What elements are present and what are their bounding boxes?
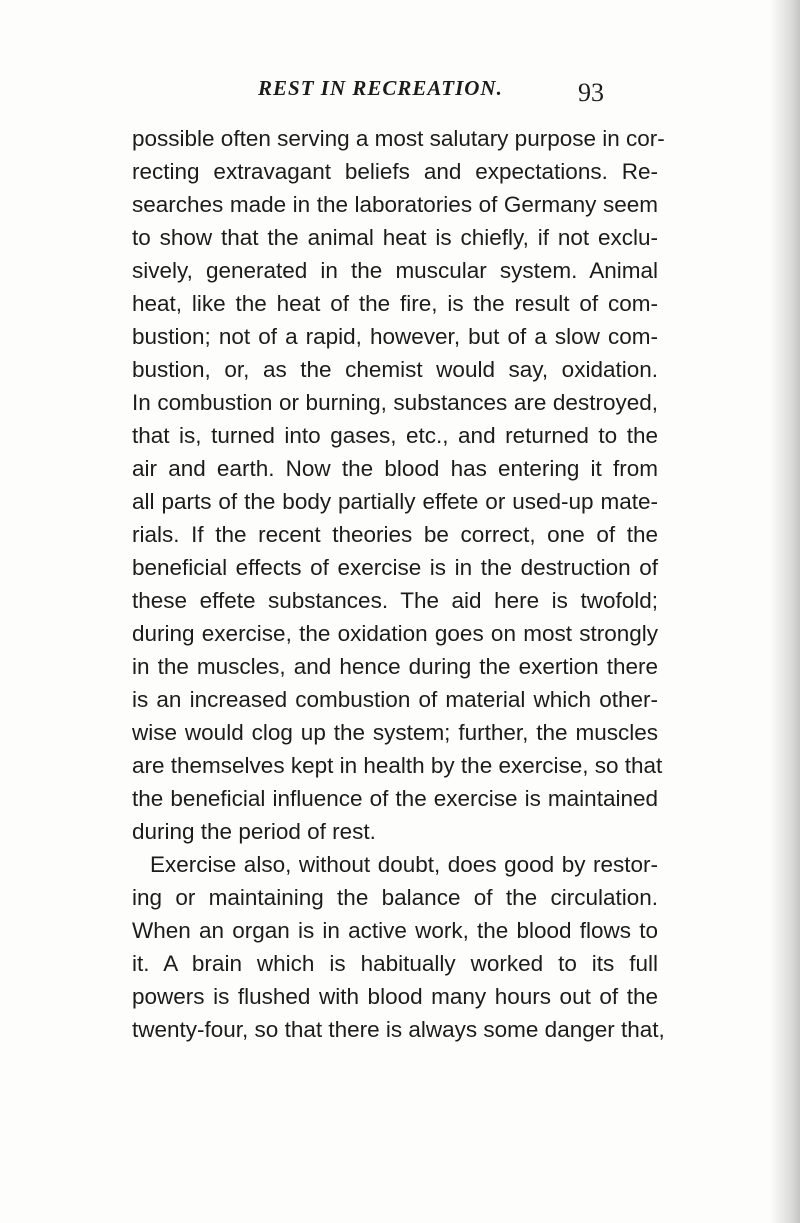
text-line: in the muscles, and hence during the exertion there <box>132 654 658 679</box>
text-line: sively, generated in the muscular system. Animal <box>132 258 658 283</box>
text-line: during exercise, the oxidation goes on most strongly <box>132 621 658 646</box>
text-line: are themselves kept in health by the exercise, so that <box>132 753 663 778</box>
text-line: twenty-four, so that there is always some danger that, <box>132 1017 665 1042</box>
text-line: is an increased combustion of material which other- <box>132 687 658 712</box>
text-line: beneficial effects of exercise is in the destruction of <box>132 555 658 580</box>
text-line: When an organ is in active work, the blood flows to <box>132 918 658 943</box>
text-line: these effete substances. The aid here is twofold; <box>132 588 658 613</box>
running-title: REST IN RECREATION. <box>258 76 503 100</box>
page-edge-shadow <box>770 0 800 1223</box>
page-number: 93 <box>578 78 604 107</box>
text-line: possible often serving a most salutary purpose in cor- <box>132 126 665 151</box>
text-line: bustion; not of a rapid, however, but of a slow com- <box>132 324 658 349</box>
text-line: it. A brain which is habitually worked to its full <box>132 951 658 976</box>
text-line: searches made in the laboratories of Germany seem <box>132 192 658 217</box>
text-line: Exercise also, without doubt, does good by restor- <box>150 852 658 877</box>
text-line: bustion, or, as the chemist would say, oxidation. <box>132 357 658 382</box>
text-line: the beneficial influence of the exercise is maintained <box>132 786 658 811</box>
text-line: powers is flushed with blood many hours out of the <box>132 984 658 1009</box>
text-line: during the period of rest. <box>132 819 376 844</box>
text-line: heat, like the heat of the fire, is the result of com- <box>132 291 658 316</box>
text-line: wise would clog up the system; further, the muscles <box>132 720 658 745</box>
text-line: rials. If the recent theories be correct, one of the <box>132 522 658 547</box>
text-line: ing or maintaining the balance of the circulation. <box>132 885 658 910</box>
text-line: that is, turned into gases, etc., and returned to the <box>132 423 658 448</box>
text-line: all parts of the body partially effete or used-up mate- <box>132 489 658 514</box>
text-line: In combustion or burning, substances are destroyed, <box>132 390 658 415</box>
text-line: to show that the animal heat is chiefly, if not exclu- <box>132 225 658 250</box>
text-line: air and earth. Now the blood has entering it from <box>132 456 658 481</box>
body-text <box>132 122 665 1046</box>
text-line: recting extravagant beliefs and expectations. Re- <box>132 159 658 184</box>
